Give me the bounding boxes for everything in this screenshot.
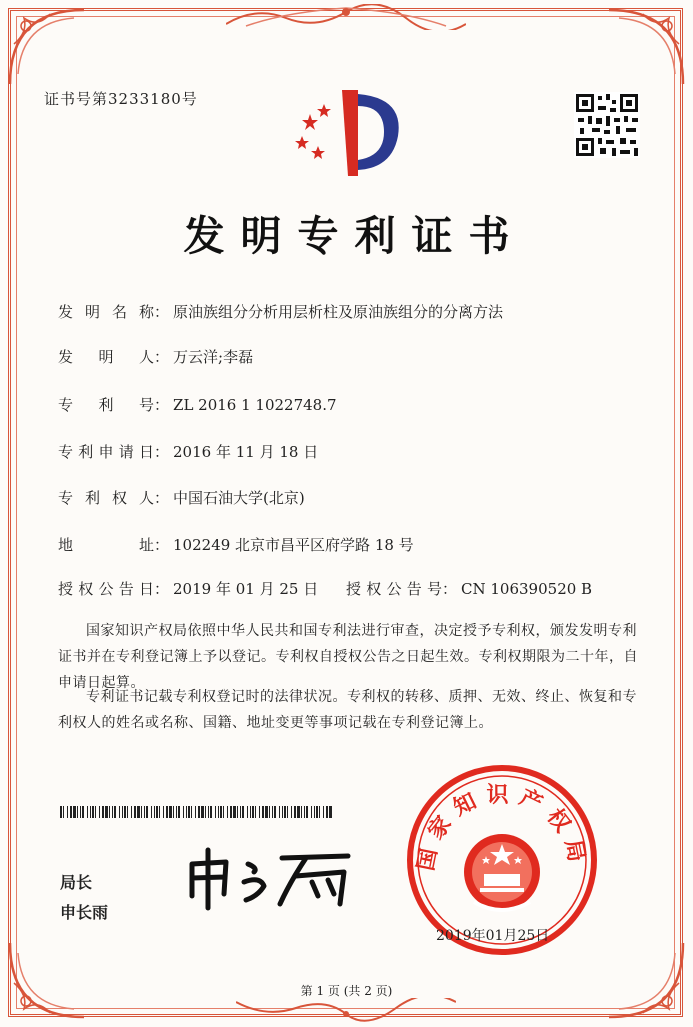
field-label: 地 址	[58, 536, 154, 554]
field-patentee: 专 利 权 人： 中国石油大学(北京)	[58, 489, 305, 507]
seal-date: 2019年01月25日	[436, 928, 550, 944]
field-patent-number: 专 利 号： ZL 2016 1 1022748.7	[58, 396, 337, 414]
field-inventors: 发 明 人： 万云洋;李磊	[58, 348, 254, 366]
field-address: 地 址： 102249 北京市昌平区府学路 18 号	[58, 536, 414, 554]
field-label: 授权公告日	[58, 580, 154, 598]
corner-ornament-top-right	[605, 4, 689, 88]
director-name: 申长雨	[60, 903, 109, 922]
field-label: 发 明 名 称	[58, 303, 154, 321]
field-value: 中国石油大学(北京)	[173, 489, 305, 507]
corner-ornament-bottom-left	[4, 939, 88, 1023]
field-value: 万云洋;李磊	[173, 348, 254, 366]
field-label: 发 明 人	[58, 348, 154, 366]
field-value: 2016 年 11 月 18 日	[173, 443, 319, 461]
director-signature	[178, 842, 358, 914]
body-paragraph-2: 专利证书记载专利权登记时的法律状况。专利权的转移、质押、无效、终止、恢复和专利权人的姓名或名称、国籍、地址变更等事项记载在专利登记簿上。	[58, 689, 637, 731]
bottom-ornament	[236, 998, 456, 1022]
seal-text: 国家知识产权局	[413, 783, 591, 873]
field-value: CN 106390520 B	[461, 580, 593, 598]
cnipa-logo-icon	[286, 84, 406, 184]
field-label: 专 利 号	[58, 396, 154, 414]
corner-ornament-bottom-right	[605, 939, 689, 1023]
field-filing-date: 专利申请日： 2016 年 11 月 18 日	[58, 443, 319, 461]
national-emblem-icon	[464, 834, 540, 910]
field-label: 专 利 权 人	[58, 489, 154, 507]
field-value: 2019 年 01 月 25 日	[173, 580, 319, 598]
corner-ornament-top-left	[4, 4, 88, 88]
field-value: 102249 北京市昌平区府学路 18 号	[173, 536, 414, 554]
barcode-icon	[60, 806, 334, 818]
field-announcement-number: 授权公告号： CN 106390520 B	[346, 580, 593, 598]
certificate-title: 发明专利证书	[183, 212, 526, 260]
field-announcement-date: 授权公告日： 2019 年 01 月 25 日	[58, 580, 319, 598]
field-invention-name: 发 明 名 称： 原油族组分分析用层析柱及原油族组分的分离方法	[58, 303, 504, 321]
director-title: 局长	[60, 873, 93, 892]
certificate-number: 证书号第3233180号	[44, 90, 198, 108]
page-number: 第 1 页 (共 2 页)	[300, 984, 393, 998]
field-value: ZL 2016 1 1022748.7	[173, 396, 337, 414]
top-ornament	[226, 4, 466, 30]
body-paragraph-1: 国家知识产权局依照中华人民共和国专利法进行审查，决定授予专利权，颁发发明专利证书并在专利登记簿上予以登记。专利权自授权公告之日起生效。专利权期限为二十年，自申请日起算。	[58, 623, 638, 691]
field-label: 授权公告号	[346, 580, 442, 598]
field-label: 专利申请日	[58, 443, 154, 461]
field-value: 原油族组分分析用层析柱及原油族组分的分离方法	[173, 303, 504, 321]
qr-code-icon	[574, 92, 640, 158]
